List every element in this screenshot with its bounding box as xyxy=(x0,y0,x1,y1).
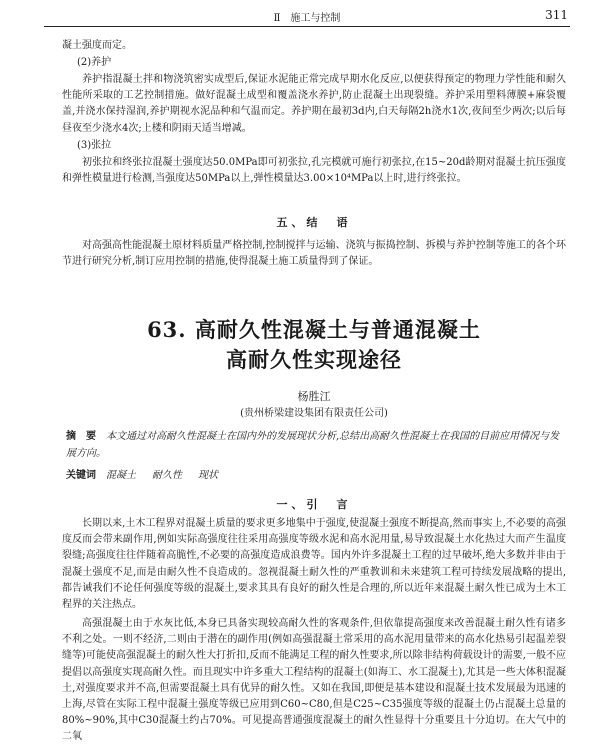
running-title: Ⅱ 施工与控制 xyxy=(273,13,341,24)
abstract xyxy=(66,428,560,462)
paragraph-conclusion: 对高强高性能混凝土原材料质量严格控制,控制搅拌与运输、浇筑与振捣控制、拆模与养护控制等施工的各个环节进行研究分析,制订应用控制的措施,使得混凝土施工质量得到了保证。 xyxy=(62,240,566,268)
keywords-label: 关键词 xyxy=(66,470,96,481)
running-header xyxy=(44,6,570,27)
article-title-line-2: 高耐久性实现途径 xyxy=(226,347,402,372)
author-name: 杨胜江 xyxy=(297,390,331,403)
paragraph-introduction-1: 长期以来,土木工程界对混凝土质量的要求更多地集中于强度,使混凝土强度不断提高,然而事实上,不必要的高强度反而会带来副作用,例如实际高强度往往采用高强度等级水泥和高水泥用量,易导致混凝土水化热过大而产生温度裂缝;高强度往往伴随着高脆性,不必要的高强度造成浪费等。国内外许多混凝土工程的过早破坏,绝大多数并非由于混凝土强度不足,而是由耐久性不良造成的。忽视混凝土耐久性的严重教训和未来建筑工程可持续发展战略的提出,都告诫我们不论任何强度等级的混凝土,要求其具有良好的耐久性是合理的,所以近年来混凝土耐久性已成为土木工程界的关注热点。 xyxy=(62,518,566,611)
paragraph-tensioning: 初张拉和终张拉混凝土强度达50.0MPa即可初张拉,孔完模就可施行初张拉,在15~20d龄期对混凝土抗压强度和弹性模量进行检测,当强度达50MPa以上,弹性模量达3.00×10⁴MPa以上时,进行终张拉。 xyxy=(62,157,566,185)
section-heading-introduction: 一、引 言 xyxy=(276,498,352,511)
page-bottom-mask xyxy=(0,744,600,754)
keyword: 混凝土 xyxy=(106,470,136,481)
keyword: 现状 xyxy=(198,470,218,481)
author-affiliation: (贵州桥梁建设集团有限责任公司) xyxy=(240,408,388,419)
paragraph-curing: 养护指混凝土拌和物浇筑密实成型后,保证水泥能正常完成早期水化反应,以便获得预定的物理力学性能和耐久性能所采取的工艺控制措施。做好混凝土成型和覆盖浇水养护,防止混凝土出现裂缝。养护采用塑料薄膜+麻袋覆盖,并浇水保持湿润,养护期视水泥品种和气温而定。养护期在最初3d内,白天每隔2h浇水1次,夜间至少两次;以后每昼夜至少浇水4次;上楼和阴雨天适当增减。 xyxy=(62,74,566,134)
keyword: 耐久性 xyxy=(152,470,182,481)
section-heading-conclusion: 五、结 语 xyxy=(276,216,352,229)
body-text-continuation: 凝土强度而定。 xyxy=(62,40,132,51)
page-number: 311 xyxy=(545,8,568,22)
subsection-heading-curing: (2)养护 xyxy=(77,57,112,68)
abstract-text: 本文通过对高耐久性混凝土在国内外的发展现状分析,总结出高耐久性混凝土在我国的目前应用情况与发展方向。 xyxy=(66,431,560,459)
keywords xyxy=(66,466,560,481)
subsection-heading-tensioning: (3)张拉 xyxy=(77,140,112,151)
paragraph-introduction-2: 高强混凝土由于水灰比低,本身已具备实现较高耐久性的客观条件,但依靠提高强度来改善混凝土耐久性有诸多不利之处。一则不经济,二则由于潜在的副作用(例如高强混凝土常采用的高水泥用量带来的高水化热易引起温差裂缝等)可能使高强混凝土的耐久性大打折扣,反而不能满足工程的耐久性要求,所以除非结构荷载设计的需要,一般不应提倡以高强度实现高耐久性。而且现实中许多重大工程结构的混凝土(如海工、水工混凝土),尤其是一些大体积混凝土,对强度要求并不高,但需要混凝土具有优异的耐久性。又如在我国,即便是基本建设和混凝土技术发展最为迅速的上海,尽管在实际工程中混凝土强度等级已应用到C60~C80,但是C25~C35强度等级的混凝土仍占混凝土总量的80%~90%,其中C30混凝土约占70%。可见提高普通强度混凝土的耐久性显得十分重要且十分迫切。在大气中的二氧 xyxy=(62,618,566,743)
abstract-label: 摘 要 xyxy=(66,431,96,442)
article-title-line-1: 63. 高耐久性混凝土与普通混凝土 xyxy=(147,317,481,342)
